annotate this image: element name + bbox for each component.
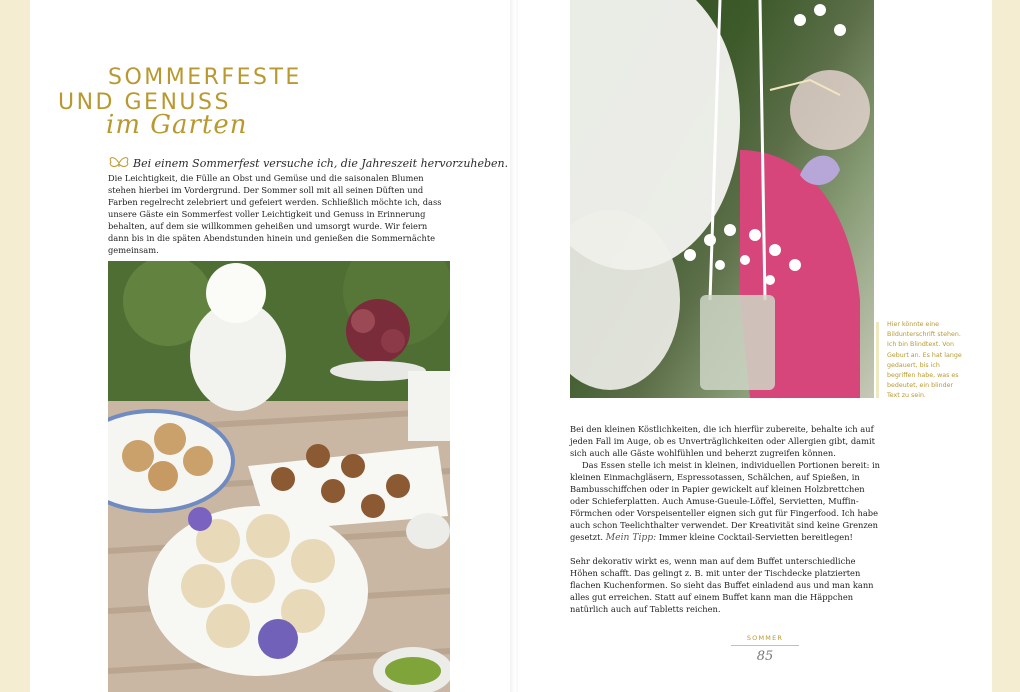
intro-lead-text: Bei einem Sommerfest versuche ich, die Jahreszeit hervorzuheben. bbox=[133, 157, 509, 170]
heading-line-1: SOMMERFESTE bbox=[108, 65, 302, 90]
intro-lead bbox=[108, 155, 509, 170]
book-gutter bbox=[510, 0, 518, 692]
photo-caption: Hier könnte eine Bildunterschrift stehen. Ich bin Blindtext. Von Geburt an. Es hat lange gedauert, bis ich begriffen habe, was es bedeutet, ein blinder Text zu sein. bbox=[887, 321, 962, 400]
section-name: SOMMER bbox=[746, 634, 784, 642]
body-right-text bbox=[570, 423, 880, 544]
buffet-photo-art bbox=[108, 261, 450, 692]
heading-script: im Garten bbox=[106, 110, 248, 140]
footer-rule bbox=[731, 645, 799, 646]
intro-body: Die Leichtigkeit, die Fülle an Obst und Gemüse und die saisonalen Blumen stehen hierbei im Vordergrund. Der Sommer soll mit all seinen Düften und Farben regelrecht zelebriert und gefeiert werden. Schließlich möchte ich, dass unsere Gäste ein Sommerfest voller Leichtigkeit und Genuss in Erinnerung behalten, auf dem sie willkommen geheißen und umsorgt wurde. Wir feiern dann bis in die späten Abendstunden hinein und genießen die Sommernächte gemeinsam. bbox=[108, 173, 442, 255]
buffet-photo bbox=[108, 261, 450, 692]
body-paragraph-2: Das Essen stelle ich meist in kleinen, individuellen Portionen bereit: in kleinen Einmachgläsern, Espressotassen, Schälchen, auf Spießen, in Bambusschiffchen oder in Papier gewickelt auf kleinen Holzbrettchen oder Schieferplatten. Auch Amuse-Gueule-Löffel, Servietten, Muffin-Förmchen oder Vorspeisenteller eignen sich gut für Fingerfood. Ich habe auch schon Teelichthalter verwendet. Der Kreativität sind keine Grenzen gesetzt. bbox=[570, 460, 881, 542]
page-number: 85 bbox=[756, 649, 774, 664]
body-paragraph-1: Bei den kleinen Köstlichkeiten, die ich hierfür zubereite, behalte ich auf jeden Fall im Auge, ob es Unverträglichkeiten oder Allergien gibt, damit sich auch alle Gäste wohlfühlen und beherzt zugreifen können. bbox=[570, 424, 875, 458]
butterfly-icon bbox=[108, 155, 130, 169]
heading-line-2: UND GENUSS bbox=[58, 90, 231, 115]
hanging-jar-photo-art bbox=[570, 0, 874, 398]
body-paragraph-3: Sehr dekorativ wirkt es, wenn man auf dem Buffet unterschiedliche Höhen schafft. Das gelingt z. B. mit unter der Tischdecke platzierten flachen Kuchenformen. So sieht das Buffet einladend aus und man kann alles gut erreichen. Statt auf einem Buffet kann man die Häppchen natürlich auch auf Tabletts reichen. bbox=[570, 556, 874, 614]
tip-label: Mein Tipp: bbox=[605, 532, 657, 543]
tip-text: Immer kleine Cocktail-Servietten bereitlegen! bbox=[658, 532, 853, 542]
caption-bar bbox=[876, 322, 879, 398]
hanging-jar-photo bbox=[570, 0, 874, 398]
